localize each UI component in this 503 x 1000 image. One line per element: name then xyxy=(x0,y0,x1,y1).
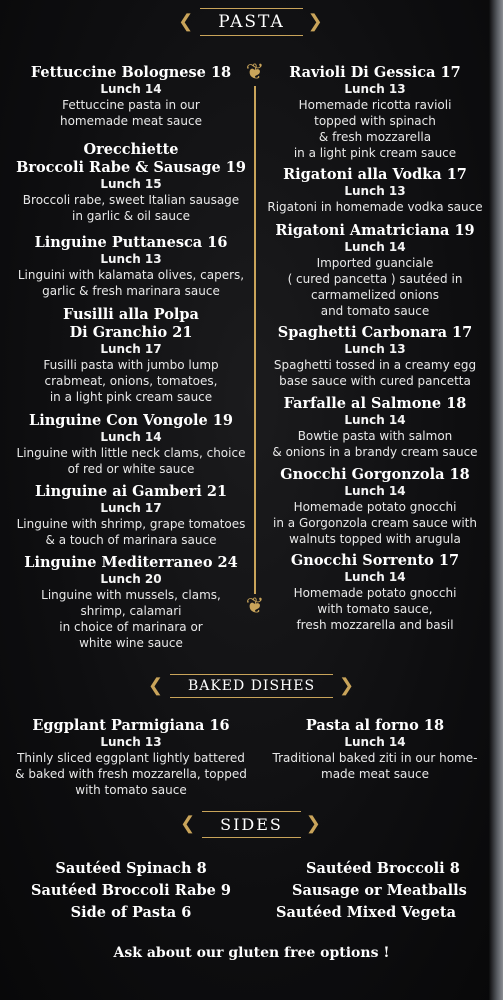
item-name: Fettuccine Bolognese 18 xyxy=(30,64,232,81)
sides-left-column xyxy=(8,858,254,924)
item-lunch-price: Lunch 17 xyxy=(100,342,162,356)
item-lunch-price: Lunch 13 xyxy=(344,184,406,198)
menu-item xyxy=(8,483,254,548)
item-desc: Traditional baked ziti in our home- xyxy=(272,751,478,765)
side-item: Sausage or Meatballs xyxy=(292,882,467,899)
left-flourish-icon: ❮ xyxy=(147,675,165,696)
item-desc: Linguine with shrimp, grape tomatoes xyxy=(16,517,246,531)
baked-title: BAKED DISHES xyxy=(187,678,316,694)
side-item: Sautéed Broccoli Rabe 9 xyxy=(31,882,231,899)
menu-item xyxy=(262,717,488,782)
menu-item xyxy=(262,395,488,460)
item-desc: garlic & fresh marinara sauce xyxy=(42,284,220,298)
item-name-line2: Di Granchio 21 xyxy=(69,324,193,341)
menu-item xyxy=(8,554,254,651)
item-desc: Spaghetti tossed in a creamy egg xyxy=(273,358,477,372)
item-desc: topped with spinach xyxy=(314,114,436,128)
item-name: Gnocchi Gorgonzola 18 xyxy=(280,466,470,483)
item-desc: Thinly sliced eggplant lightly battered xyxy=(17,751,245,765)
side-item: Side of Pasta 6 xyxy=(70,904,192,921)
menu-item xyxy=(262,466,488,547)
item-lunch-price: Lunch 14 xyxy=(344,413,406,427)
item-desc: Homemade potato gnocchi xyxy=(293,500,457,514)
item-desc: & a touch of marinara sauce xyxy=(45,533,217,547)
item-lunch-price: Lunch 14 xyxy=(344,484,406,498)
item-desc: Imported guanciale xyxy=(316,256,434,270)
item-desc: Homemade ricotta ravioli xyxy=(298,98,452,112)
item-lunch-price: Lunch 15 xyxy=(100,177,162,191)
item-lunch-price: Lunch 14 xyxy=(344,570,406,584)
item-name: Linguine Puttanesca 16 xyxy=(34,234,228,251)
item-desc: Linguini with kalamata olives, capers, xyxy=(17,268,245,282)
item-desc: made meat sauce xyxy=(321,767,429,781)
page-edge xyxy=(489,0,503,1000)
item-lunch-price: Lunch 13 xyxy=(344,82,406,96)
pasta-title: PASTA xyxy=(218,12,285,32)
menu-item xyxy=(262,552,488,633)
item-desc: ( cured pancetta ) sautéed in xyxy=(287,272,463,286)
item-name: Gnocchi Sorrento 17 xyxy=(290,552,460,569)
side-item: Sautéed Mixed Vegeta xyxy=(276,904,456,921)
menu-item xyxy=(8,64,254,129)
item-lunch-price: Lunch 14 xyxy=(344,735,406,749)
item-desc: Rigatoni in homemade vodka sauce xyxy=(267,200,483,214)
item-desc: fresh mozzarella and basil xyxy=(296,618,454,632)
item-name: Linguine ai Gamberi 21 xyxy=(34,483,228,500)
item-desc: walnuts topped with arugula xyxy=(289,532,461,546)
item-desc: & fresh mozzarella xyxy=(318,130,432,144)
item-name-line2: Broccoli Rabe & Sausage 19 xyxy=(16,159,246,176)
item-desc: in a light pink cream sauce xyxy=(293,146,457,160)
item-lunch-price: Lunch 14 xyxy=(344,240,406,254)
baked-header xyxy=(0,666,503,706)
item-name: Spaghetti Carbonara 17 xyxy=(277,324,473,341)
item-desc: in a Gorgonzola cream sauce with xyxy=(273,516,477,530)
baked-left-column xyxy=(8,717,254,798)
item-lunch-price: Lunch 13 xyxy=(100,735,162,749)
item-name: Farfalle al Salmone 18 xyxy=(283,395,467,412)
item-name: Pasta al forno 18 xyxy=(305,717,445,734)
side-item: Sautéed Spinach 8 xyxy=(55,860,207,877)
menu-item xyxy=(262,222,488,319)
item-desc: of red or white sauce xyxy=(67,462,195,476)
item-desc: & onions in a brandy cream sauce xyxy=(272,445,478,459)
menu-item xyxy=(8,412,254,477)
item-desc: crabmeat, onions, tomatoes, xyxy=(44,374,218,388)
menu-item xyxy=(8,717,254,798)
item-desc: Linguine with little neck clams, choice xyxy=(16,446,246,460)
item-desc: with tomato sauce xyxy=(75,783,187,797)
top-ornament-icon: ❦ xyxy=(245,60,265,85)
menu-item xyxy=(8,141,254,224)
item-lunch-price: Lunch 13 xyxy=(344,342,406,356)
item-desc: and tomato sauce xyxy=(320,304,430,318)
item-name: Linguine Mediterraneo 24 xyxy=(24,554,238,571)
left-flourish-icon: ❮ xyxy=(178,11,196,32)
item-desc: Homemade potato gnocchi xyxy=(293,586,457,600)
menu-item xyxy=(8,306,254,405)
item-lunch-price: Lunch 14 xyxy=(100,82,162,96)
item-lunch-price: Lunch 14 xyxy=(100,430,162,444)
menu-item xyxy=(8,234,254,299)
item-desc: carmamelized onions xyxy=(310,288,440,302)
item-desc: in garlic & oil sauce xyxy=(72,209,190,223)
pasta-header xyxy=(0,2,503,42)
item-desc: Bowtie pasta with salmon xyxy=(297,429,453,443)
sides-header xyxy=(0,804,503,844)
item-desc: Linguine with mussels, clams, xyxy=(41,588,221,602)
item-desc: shrimp, calamari xyxy=(80,604,182,618)
item-desc: base sauce with cured pancetta xyxy=(279,374,471,388)
gluten-free-note: Ask about our gluten free options ! xyxy=(113,945,390,961)
item-desc: with tomato sauce, xyxy=(317,602,433,616)
item-desc: Fettuccine pasta in our xyxy=(62,98,200,112)
item-desc: in choice of marinara or xyxy=(59,620,203,634)
baked-right-column xyxy=(262,717,488,782)
item-lunch-price: Lunch 17 xyxy=(100,501,162,515)
item-lunch-price: Lunch 20 xyxy=(100,572,162,586)
item-name: Rigatoni alla Vodka 17 xyxy=(283,166,467,183)
item-desc: & baked with fresh mozzarella, topped xyxy=(15,767,247,781)
sides-title: SIDES xyxy=(220,814,283,834)
sides-right-column xyxy=(270,858,496,924)
item-desc: Fusilli pasta with jumbo lump xyxy=(43,358,219,372)
menu-item xyxy=(262,166,488,215)
item-name: Fusilli alla Polpa xyxy=(63,306,199,323)
item-desc: Broccoli rabe, sweet Italian sausage xyxy=(22,193,240,207)
center-divider xyxy=(254,86,256,594)
left-flourish-icon: ❮ xyxy=(180,813,198,834)
item-desc: in a light pink cream sauce xyxy=(49,390,213,404)
menu-item xyxy=(262,64,488,161)
item-name: Eggplant Parmigiana 16 xyxy=(32,717,230,734)
item-lunch-price: Lunch 13 xyxy=(100,252,162,266)
item-name: Orecchiette xyxy=(83,141,179,158)
menu-item xyxy=(262,324,488,389)
side-item: Sautéed Broccoli 8 xyxy=(306,860,460,877)
item-name: Ravioli Di Gessica 17 xyxy=(289,64,461,81)
right-flourish-icon: ❯ xyxy=(305,813,323,834)
right-flourish-icon: ❯ xyxy=(338,675,356,696)
item-desc: homemade meat sauce xyxy=(59,114,202,128)
item-name: Linguine Con Vongole 19 xyxy=(29,412,233,429)
bottom-ornament-icon: ❦ xyxy=(245,594,265,619)
item-desc: white wine sauce xyxy=(79,636,183,650)
item-name: Rigatoni Amatriciana 19 xyxy=(275,222,475,239)
right-flourish-icon: ❯ xyxy=(307,11,325,32)
